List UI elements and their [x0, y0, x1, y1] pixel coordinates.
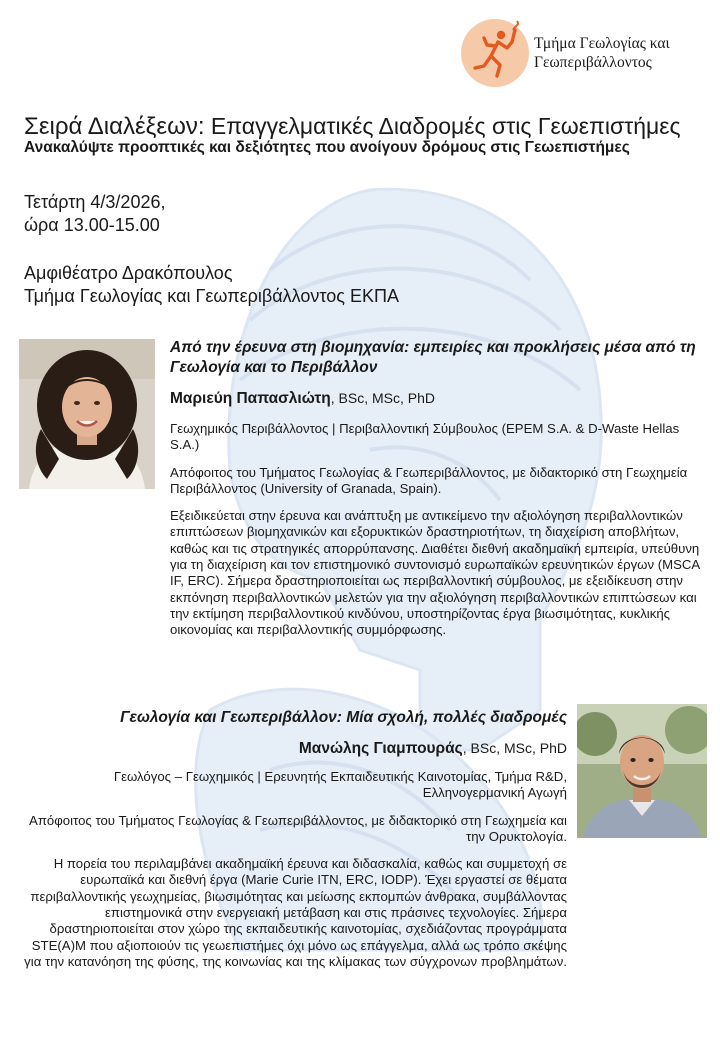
speaker-2-photo — [577, 704, 707, 838]
series-title-rest: Επαγγελματικές Διαδρομές στις Γεωεπιστήμες — [204, 113, 681, 139]
series-subtitle: Ανακαλύψτε προοπτικές και δεξιότητες που ανοίγουν δρόμους στις Γεωεπιστήμες — [24, 139, 630, 156]
logo-text — [534, 34, 670, 72]
talk-1-title: Από την έρευνα στη βιομηχανία: εμπειρίες και προκλήσεις μέσα από τη Γεωλογία και το Περιβάλλον — [170, 339, 696, 376]
speaker-2-portrait-icon — [577, 704, 707, 838]
talk-1 — [170, 338, 702, 639]
event-date: Τετάρτη 4/3/2026, — [24, 192, 166, 212]
talk-1-alumni: Απόφοιτος του Τμήματος Γεωλογίας & Γεωπεριβάλλοντος, με διδακτορικό στη Γεωχημεία Περιβάλλοντος (University of Granada, Spain). — [170, 464, 688, 496]
talk-1-bio: Εξειδικεύεται στην έρευνα και ανάπτυξη με αντικείμενο την αξιολόγηση περιβαλλοντικών επιπτώσεων βιομηχανικών και εξορυκτικών δραστηριοτήτων, τη διαχείριση αποβλήτων, καθώς και τις στρατηγικές απορρύπανσης. Διαθέτει διεθνή ακαδημαϊκή εμπειρία, υπεύθυνη για τη διαχείριση και τον επιστημονικό συντονισμό ευρωπαϊκών ερευνητικών έργων (MSCA IF, ERC). Σήμερα δραστηριοποιείται ως περιβαλλοντική σύμβουλος, με εξειδίκευση στην εκπόνηση περιβαλλοντικών μελετών για την αξιολόγηση περιβαλλοντικών επιπτώσεων και την εκτίμηση περιβαλλοντικού κινδύνου, υποστηρίζοντας έργα βιωσιμότητας, κυκλικής οικονομίας και περιβαλλοντικής συμμόρφωσης. — [170, 508, 700, 638]
venue-department: Τμήμα Γεωλογίας και Γεωπεριβάλλοντος ΕΚΠΑ — [24, 286, 399, 306]
talk-2-role: Γεωλόγος – Γεωχημικός | Ερευνητής Εκπαιδευτικής Καινοτομίας, Τμήμα R&D, Ελληνογερμανική Αγωγή — [113, 769, 567, 801]
talk-1-speaker-name: Μαριεύη Παπασλιώτη — [170, 390, 331, 407]
speaker-1-photo — [19, 339, 155, 489]
venue-hall: Αμφιθέατρο Δρακόπουλος — [24, 263, 233, 283]
talk-1-role: Γεωχημικός Περιβάλλοντος | Περιβαλλοντική Σύμβουλος (EPEM S.A. & D-Waste Hellas S.A.) — [170, 421, 680, 453]
talk-2-bio: Η πορεία του περιλαμβάνει ακαδημαϊκή έρευνα και διδασκαλία, καθώς και συμμετοχή σε ευρωπαϊκά και διεθνή έργα (Marie Curie ITN, ERC, IODP). Έχει εργαστεί σε θέματα περιβαλλοντικής γεωχημείας, βιωσιμότητας και μείωσης εκπομπών άνθρακα, συμβάλλοντας επιστημονικά στην ενεργειακή μετάβαση και στις πράσινες τεχνολογίες. Σήμερα δραστηριοποιείται στον χώρο της εκπαιδευτικής καινοτομίας, σχεδιάζοντας προγράμματα STE(A)M που αξιοποιούν τις γεωεπιστήμες όχι μόνο ως επάγγελμα, αλλά ως τρόπο σκέψης για την κατανόηση της φύσης, της κοινωνίας και της κλίμακας των σύγχρονων προβλημάτων. — [24, 856, 567, 969]
talk-1-speaker-degrees: , BSc, MSc, PhD — [330, 390, 436, 406]
series-title-lead: Σειρά Διαλέξεων: — [24, 113, 205, 140]
talk-1-speaker — [170, 388, 702, 409]
talk-2-speaker — [24, 738, 567, 759]
talk-2-title: Γεωλογία και Γεωπεριβάλλον: Μία σχολή, πολλές διαδρομές — [120, 709, 567, 726]
speaker-1-portrait-icon — [19, 339, 155, 489]
event-time: ώρα 13.00-15.00 — [24, 215, 160, 235]
talk-2-speaker-degrees: , BSc, MSc, PhD — [462, 740, 567, 756]
logo-line-1: Τμήμα Γεωλογίας και — [534, 35, 670, 52]
department-logo — [460, 16, 710, 90]
series-title — [24, 112, 681, 141]
runner-logo-icon — [460, 18, 530, 88]
talk-2-alumni: Απόφοιτος του Τμήματος Γεωλογίας & Γεωπεριβάλλοντος, με διδακτορικό στη Γεωχημεία και την Ορυκτολογία. — [29, 812, 567, 844]
talk-2-speaker-name: Μανώλης Γιαμπουράς — [298, 740, 463, 757]
event-venue — [24, 262, 399, 308]
logo-line-2: Γεωπεριβάλλοντος — [534, 54, 652, 71]
event-datetime — [24, 191, 165, 237]
talk-2 — [24, 708, 567, 970]
